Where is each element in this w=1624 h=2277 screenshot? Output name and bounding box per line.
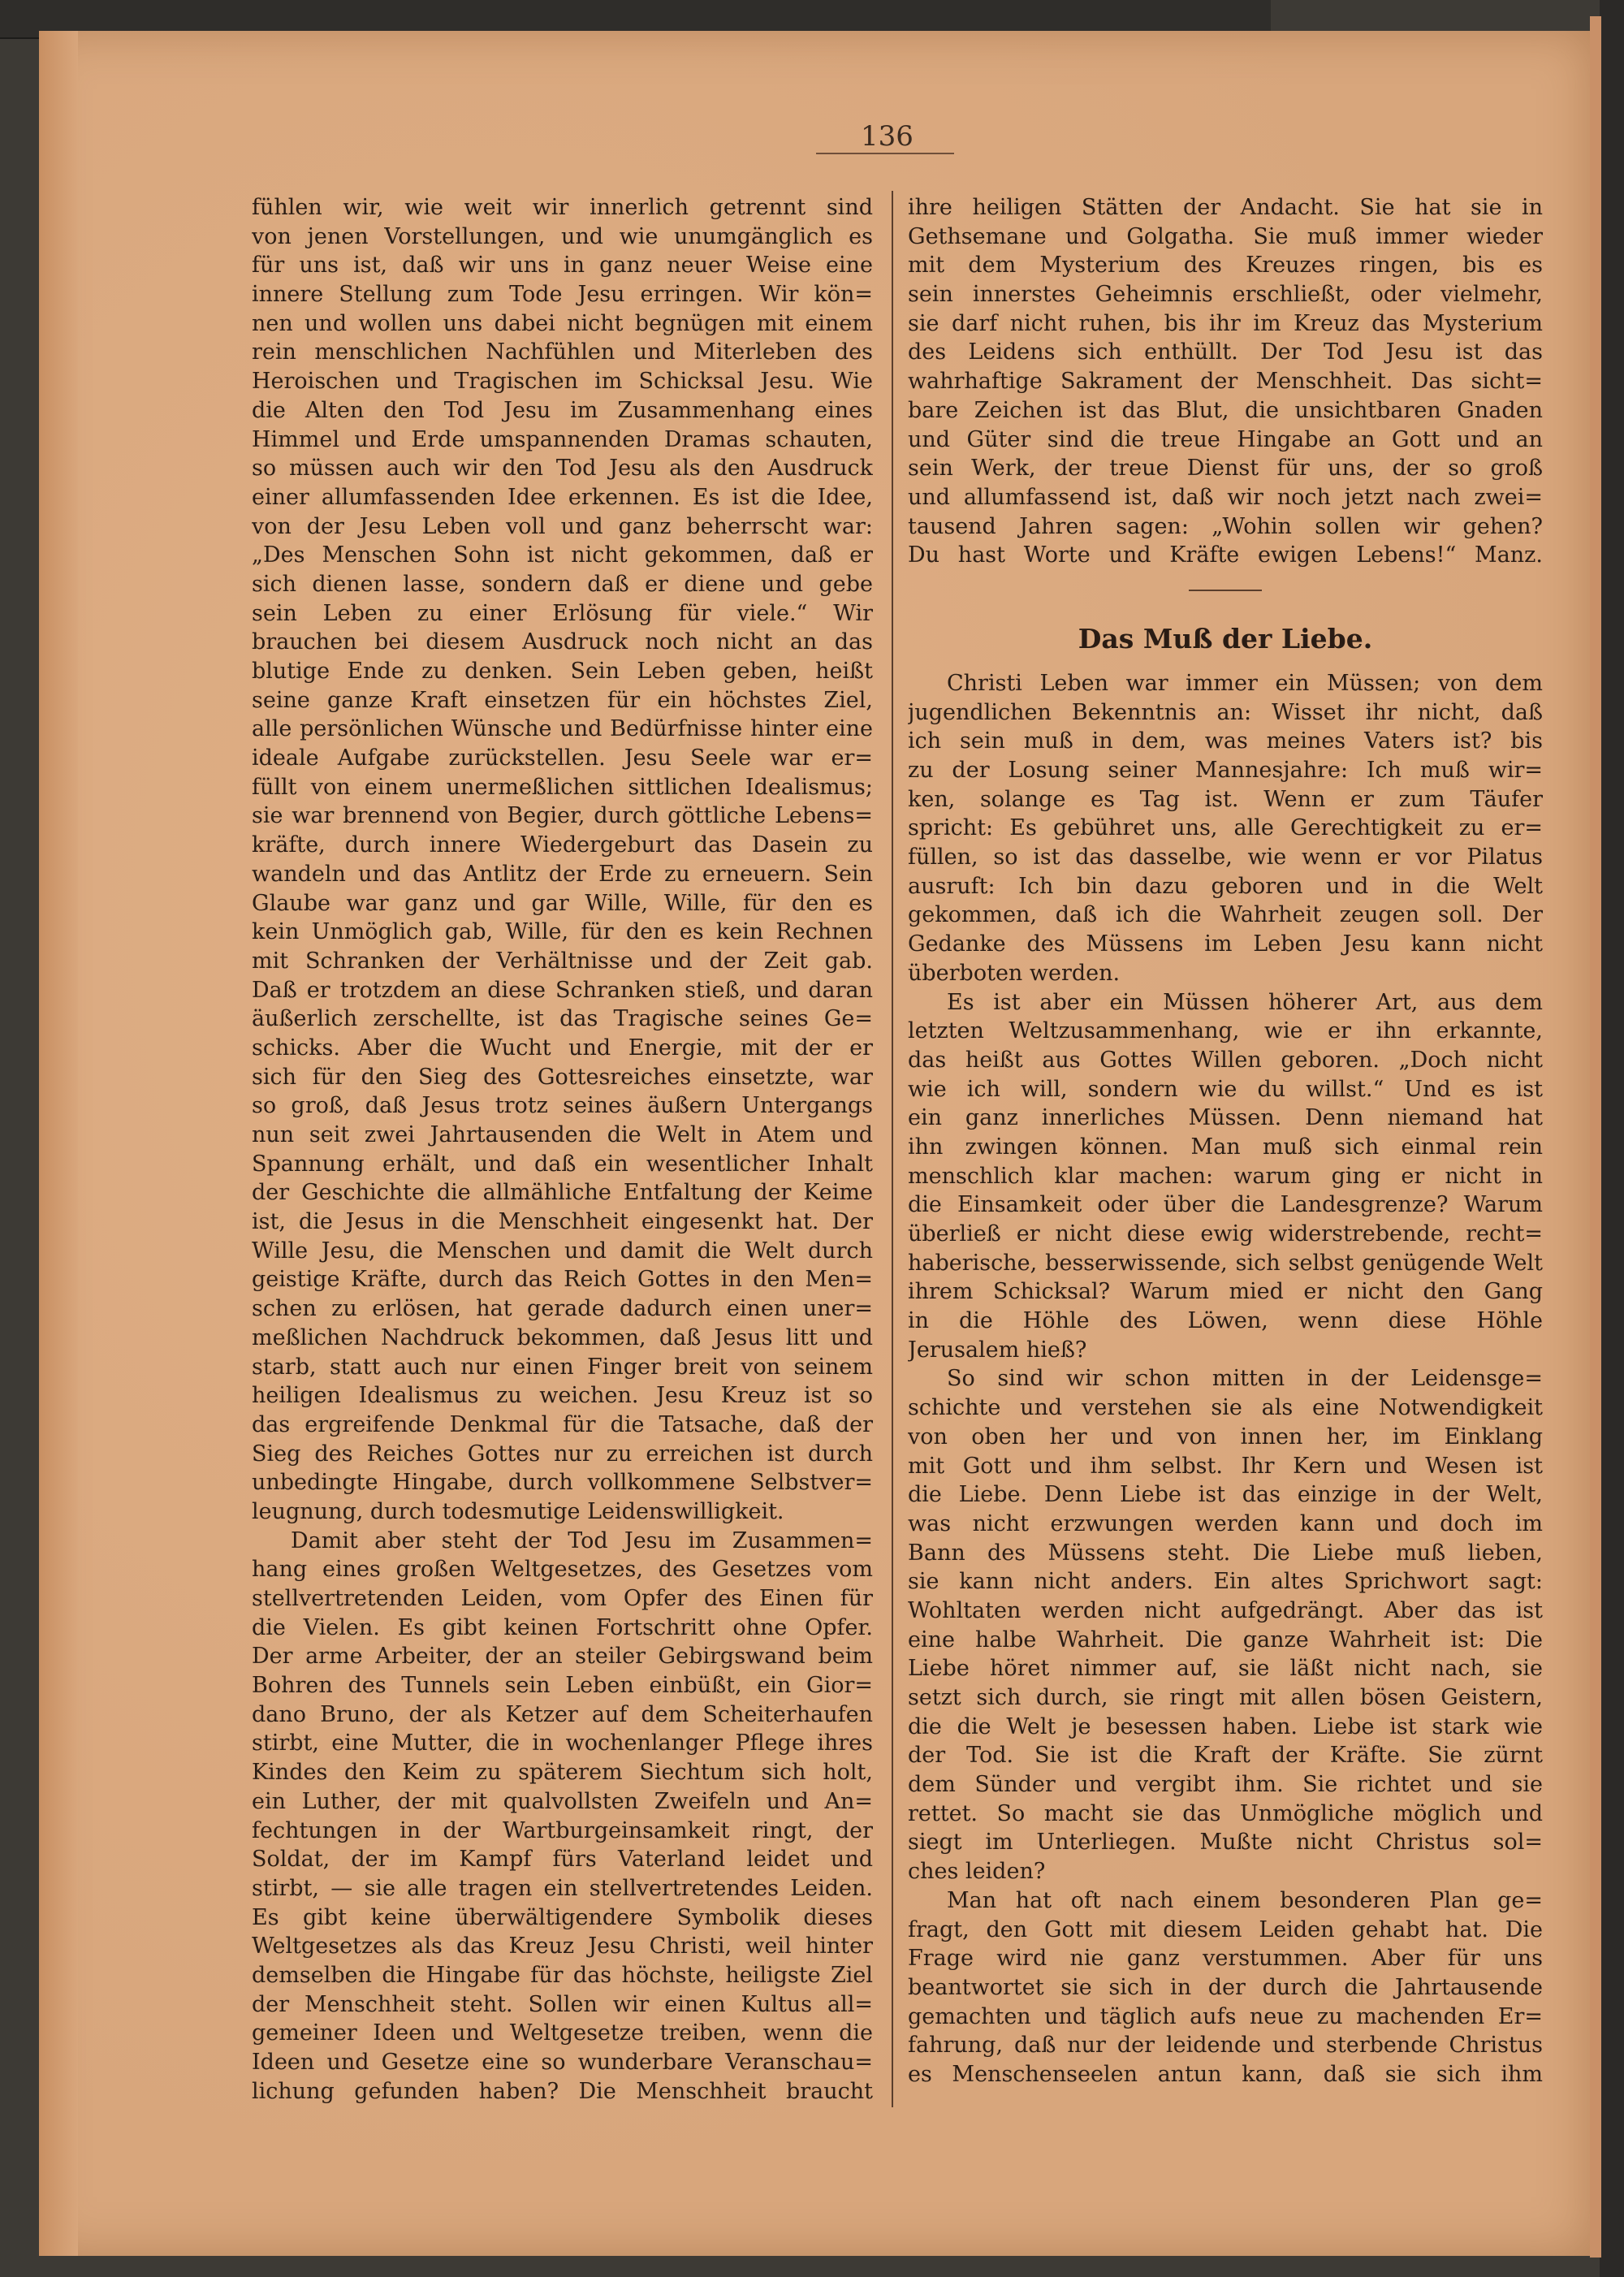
text-line: leugnung, durch todesmutige Leidenswilligkeit. [252,1498,784,1524]
text-line: menschlich klar machen: warum ging er nicht in [908,1163,1543,1189]
text-line: sich dienen lasse, sondern daß er diene und gebe [252,571,873,597]
text-line: meßlichen Nachdruck bekommen, daß Jesus litt und [252,1324,873,1350]
text-line: überließ er nicht diese ewig widerstrebende, recht= [908,1221,1543,1247]
text-line: der Geschichte die allmähliche Entfaltung der Keime [252,1180,873,1206]
text-line: gekommen, daß ich die Wahrheit zeugen soll. Der [908,902,1543,928]
text-line: in die Höhle des Löwen, wenn diese Höhle [908,1308,1543,1334]
text-line: der Menschheit steht. Sollen wir einen Kultus all= [252,1991,873,2017]
text-line: sein Werk, der treue Dienst für uns, der so groß [908,456,1543,482]
text-line: einer allumfassenden Idee erkennen. Es ist die Idee, [252,484,873,510]
text-line: für uns ist, daß wir uns in ganz neuer Weise eine [252,253,873,279]
text-line: wandeln und das Antlitz der Erde zu erneuern. Sein [252,861,873,887]
text-line: die Einsamkeit oder über die Landesgrenze? Warum [908,1192,1543,1218]
text-line: ein ganz innerliches Müssen. Denn niemand hat [908,1105,1543,1131]
text-line: und allumfassend ist, daß wir noch jetzt nach zwei= [908,484,1543,510]
text-line: und Güter sind die treue Hingabe an Gott und an [908,426,1543,452]
text-line: Jerusalem hieß? [908,1337,1087,1363]
text-line: Es ist aber ein Müssen höherer Art, aus dem [947,989,1543,1015]
text-line: ist, die Jesus in die Menschheit eingesenkt hat. Der [252,1209,873,1235]
text-line: ihn zwingen können. Man muß sich einmal rein [908,1134,1543,1160]
text-line: dano Bruno, der als Ketzer auf dem Scheiterhaufen [252,1701,873,1727]
text-line: kräfte, durch innere Wiedergeburt das Dasein zu [252,832,873,858]
text-line: beantwortet sie sich in der durch die Jahrtausende [908,1974,1543,2000]
text-line: wahrhaftige Sakrament der Menschheit. Das sicht= [908,369,1543,395]
text-line: von jenen Vorstellungen, und wie unumgänglich es [252,223,873,249]
text-line: stirbt, — sie alle tragen ein stellvertretendes Leiden. [252,1875,873,1901]
text-line: Damit aber steht der Tod Jesu im Zusammen= [291,1527,873,1553]
text-line: dem Sünder und vergibt ihm. Sie richtet und sie [908,1772,1543,1798]
text-line: Himmel und Erde umspannenden Dramas schauten, [252,426,873,452]
text-line: die Vielen. Es gibt keinen Fortschritt ohne Opfer. [252,1614,873,1640]
text-line: ihre heiligen Stätten der Andacht. Sie hat sie in [908,195,1543,220]
text-line: Weltgesetzes als das Kreuz Jesu Christi, weil hinter [252,1934,873,1959]
text-line: füllen, so ist das dasselbe, wie wenn er vor Pilatus [908,845,1543,871]
text-line: stellvertretenden Leiden, vom Opfer des Einen für [252,1586,873,1611]
text-line: ideale Aufgabe zurückstellen. Jesu Seele war er= [252,745,873,771]
text-line: Liebe höret nimmer auf, sie läßt nicht nach, sie [908,1656,1543,1682]
text-line: so müssen auch wir den Tod Jesu als den Ausdruck [252,456,873,482]
text-line: füllt von einem unermeßlichen sittlichen Idealismus; [252,774,873,800]
text-line: stirbt, eine Mutter, die in wochenlanger Pflege ihres [252,1730,873,1756]
text-line: ausruft: Ich bin dazu geboren und in die Welt [908,873,1543,899]
text-line: Frage wird nie ganz verstummen. Aber für uns [908,1946,1543,1972]
text-line: so groß, daß Jesus trotz seines äußern Untergangs [252,1093,873,1119]
text-line: von oben her und von innen her, im Einklang [908,1424,1543,1450]
text-line: von der Jesu Leben voll und ganz beherrscht war: [252,513,873,539]
text-line: jugendlichen Bekenntnis an: Wisset ihr nicht, daß [908,699,1543,725]
text-line: das ergreifende Denkmal für die Tatsache, daß der [252,1411,873,1437]
text-line: fechtungen in der Wartburgeinsamkeit ringt, der [252,1817,873,1843]
gutter-shadow [39,31,78,2256]
text-line: Christi Leben war immer ein Müssen; von dem [947,670,1543,696]
text-line: Sieg des Reiches Gottes nur zu erreichen ist durch [252,1441,873,1467]
text-line: Daß er trotzdem an diese Schranken stieß, und daran [252,977,873,1003]
text-line: es Menschenseelen antun kann, daß sie sich ihm [908,2061,1543,2087]
text-line: sie kann nicht anders. Ein altes Sprichwort sagt: [908,1569,1543,1595]
text-line: Gethsemane und Golgatha. Sie muß immer wieder [908,223,1543,249]
text-line: lichung gefunden haben? Die Menschheit braucht [252,2078,873,2104]
text-line: schichte und verstehen sie als eine Notwendigkeit [908,1395,1543,1421]
text-line: Du hast Worte und Kräfte ewigen Lebens!“ Manz. [908,542,1543,568]
left-column [252,193,873,2106]
text-line: alle persönlichen Wünsche und Bedürfnisse hinter eine [252,716,873,742]
text-line: äußerlich zerschellte, ist das Tragische seines Ge= [252,1006,873,1032]
text-line: letzten Weltzusammenhang, wie er ihn erkannte, [908,1018,1543,1044]
text-line: mit Schranken der Verhältnisse und der Zeit gab. [252,948,873,974]
page-number: 136 [861,120,914,153]
text-line: die die Welt je besessen haben. Liebe ist stark wie [908,1713,1543,1739]
text-line: bare Zeichen ist das Blut, die unsichtbaren Gnaden [908,397,1543,423]
text-line: überboten werden. [908,960,1121,986]
text-line: innere Stellung zum Tode Jesu erringen. Wir kön= [252,282,873,308]
text-line: gemeiner Ideen und Weltgesetze treiben, wenn die [252,2020,873,2046]
text-line: Soldat, der im Kampf fürs Vaterland leidet und [252,1847,873,1873]
text-line: tausend Jahren sagen: „Wohin sollen wir gehen? [908,513,1543,539]
text-line: kein Unmöglich gab, Wille, für den es kein Rechnen [252,919,873,945]
text-line: starb, statt auch nur einen Finger breit von seinem [252,1354,873,1380]
text-line: spricht: Es gebühret uns, alle Gerechtigkeit zu er= [908,815,1543,841]
text-line: setzt sich durch, sie ringt mit allen bösen Geistern, [908,1685,1543,1710]
book-cover-right [1600,0,1624,2277]
text-line: Kindes den Keim zu späterem Siechtum sich holt, [252,1760,873,1786]
text-line: brauchen bei diesem Ausdruck noch nicht an das [252,629,873,655]
text-line: rettet. So macht sie das Unmögliche möglich und [908,1800,1543,1826]
text-line: sein innerstes Geheimnis erschließt, oder vielmehr, [908,282,1543,308]
text-line: heiligen Idealismus zu weichen. Jesu Kreuz ist so [252,1383,873,1409]
text-line: ihrem Schicksal? Warum mied er nicht den Gang [908,1279,1543,1305]
text-line: mit dem Mysterium des Kreuzes ringen, bis es [908,253,1543,279]
text-line: das heißt aus Gottes Willen geboren. „Doch nicht [908,1047,1543,1073]
text-line: Gedanke des Müssens im Leben Jesu kann nicht [908,931,1543,957]
text-line: schen zu erlösen, hat gerade dadurch einen uner= [252,1296,873,1322]
heading-rule [1189,590,1262,591]
text-line: sie darf nicht ruhen, bis ihr im Kreuz das Mysterium [908,310,1543,336]
text-line: demselben die Hingabe für das höchste, heiligste Ziel [252,1962,873,1988]
text-line: blutige Ende zu denken. Sein Leben geben, heißt [252,659,873,684]
text-line: gemachten und täglich aufs neue zu machenden Er= [908,2003,1543,2029]
text-line: der Tod. Sie ist die Kraft der Kräfte. Sie zürnt [908,1743,1543,1769]
text-line: Ideen und Gesetze eine so wunderbare Veranschau= [252,2050,873,2075]
text-line: die Alten den Tod Jesu im Zusammenhang eines [252,397,873,423]
text-line: Man hat oft nach einem besonderen Plan ge= [947,1887,1543,1913]
text-line: ein Luther, der mit qualvollsten Zweifeln und An= [252,1788,873,1814]
text-line: geistige Kräfte, durch das Reich Gottes in den Men= [252,1267,873,1293]
text-line: was nicht erzwungen werden kann und doch im [908,1510,1543,1536]
text-line: ich sein muß in dem, was meines Vaters ist? bis [908,728,1543,754]
text-line: Der arme Arbeiter, der an steiler Gebirgswand beim [252,1644,873,1670]
text-line: haberische, besserwissende, sich selbst genügende Welt [908,1250,1543,1276]
text-line: seine ganze Kraft einsetzen für ein höchstes Ziel, [252,687,873,713]
text-line: ches leiden? [908,1859,1046,1885]
text-line: siegt im Unterliegen. Mußte nicht Christus sol= [908,1830,1543,1856]
text-line: Wohltaten werden nicht aufgedrängt. Aber das ist [908,1597,1543,1623]
text-line: So sind wir schon mitten in der Leidensge= [947,1366,1543,1392]
text-line: Heroischen und Tragischen im Schicksal Jesu. Wie [252,369,873,395]
text-line: sie war brennend von Begier, durch göttliche Lebens= [252,803,873,829]
text-line: Spannung erhält, und daß ein wesentlicher Inhalt [252,1151,873,1177]
text-line: mit Gott und ihm selbst. Ihr Kern und Wesen ist [908,1453,1543,1479]
section-heading: Das Muß der Liebe. [1078,622,1373,655]
text-line: nen und wollen uns dabei nicht begnügen mit einem [252,310,873,336]
text-line: des Leidens sich enthüllt. Der Tod Jesu ist das [908,339,1543,365]
text-line: Wille Jesu, die Menschen und damit die Welt durch [252,1238,873,1264]
page-edge [1590,16,1601,2258]
column-divider [892,191,893,2107]
text-line: wie ich will, sondern wie du willst.“ Und es ist [908,1076,1543,1102]
text-line: Glaube war ganz und gar Wille, Wille, für den es [252,890,873,916]
text-line: schicks. Aber die Wucht und Energie, mit der er [252,1035,873,1061]
text-line: die Liebe. Denn Liebe ist das einzige in der Welt, [908,1482,1543,1508]
text-line: fragt, den Gott mit diesem Leiden gehabt hat. Die [908,1916,1543,1942]
right-column-body [908,669,1543,2089]
text-line: Es gibt keine überwältigendere Symbolik dieses [252,1904,873,1930]
text-line: zu der Losung seiner Mannesjahre: Ich muß wir= [908,758,1543,783]
text-line: unbedingte Hingabe, durch vollkommene Selbstver= [252,1470,873,1496]
right-column-continuation [908,193,1543,570]
text-line: ken, solange es Tag ist. Wenn er zum Täufer [908,786,1543,812]
text-line: sich für den Sieg des Gottesreiches einsetzte, war [252,1064,873,1090]
text-line: Bann des Müssens steht. Die Liebe muß lieben, [908,1540,1543,1566]
text-line: fahrung, daß nur der leidende und sterbende Christus [908,2033,1543,2059]
text-line: Bohren des Tunnels sein Leben einbüßt, ein Gior= [252,1673,873,1699]
right-column [908,193,1543,2089]
text-line: sein Leben zu einer Erlösung für viele.“ Wir [252,600,873,626]
text-line: nun seit zwei Jahrtausenden die Welt in Atem und [252,1122,873,1147]
text-line: fühlen wir, wie weit wir innerlich getrennt sind [252,195,873,220]
text-line: eine halbe Wahrheit. Die ganze Wahrheit ist: Die [908,1627,1543,1653]
text-line: rein menschlichen Nachfühlen und Miterleben des [252,339,873,365]
text-line: hang eines großen Weltgesetzes, des Gesetzes vom [252,1557,873,1583]
text-line: „Des Menschen Sohn ist nicht gekommen, daß er [252,542,873,568]
page-number-rule [816,153,954,154]
